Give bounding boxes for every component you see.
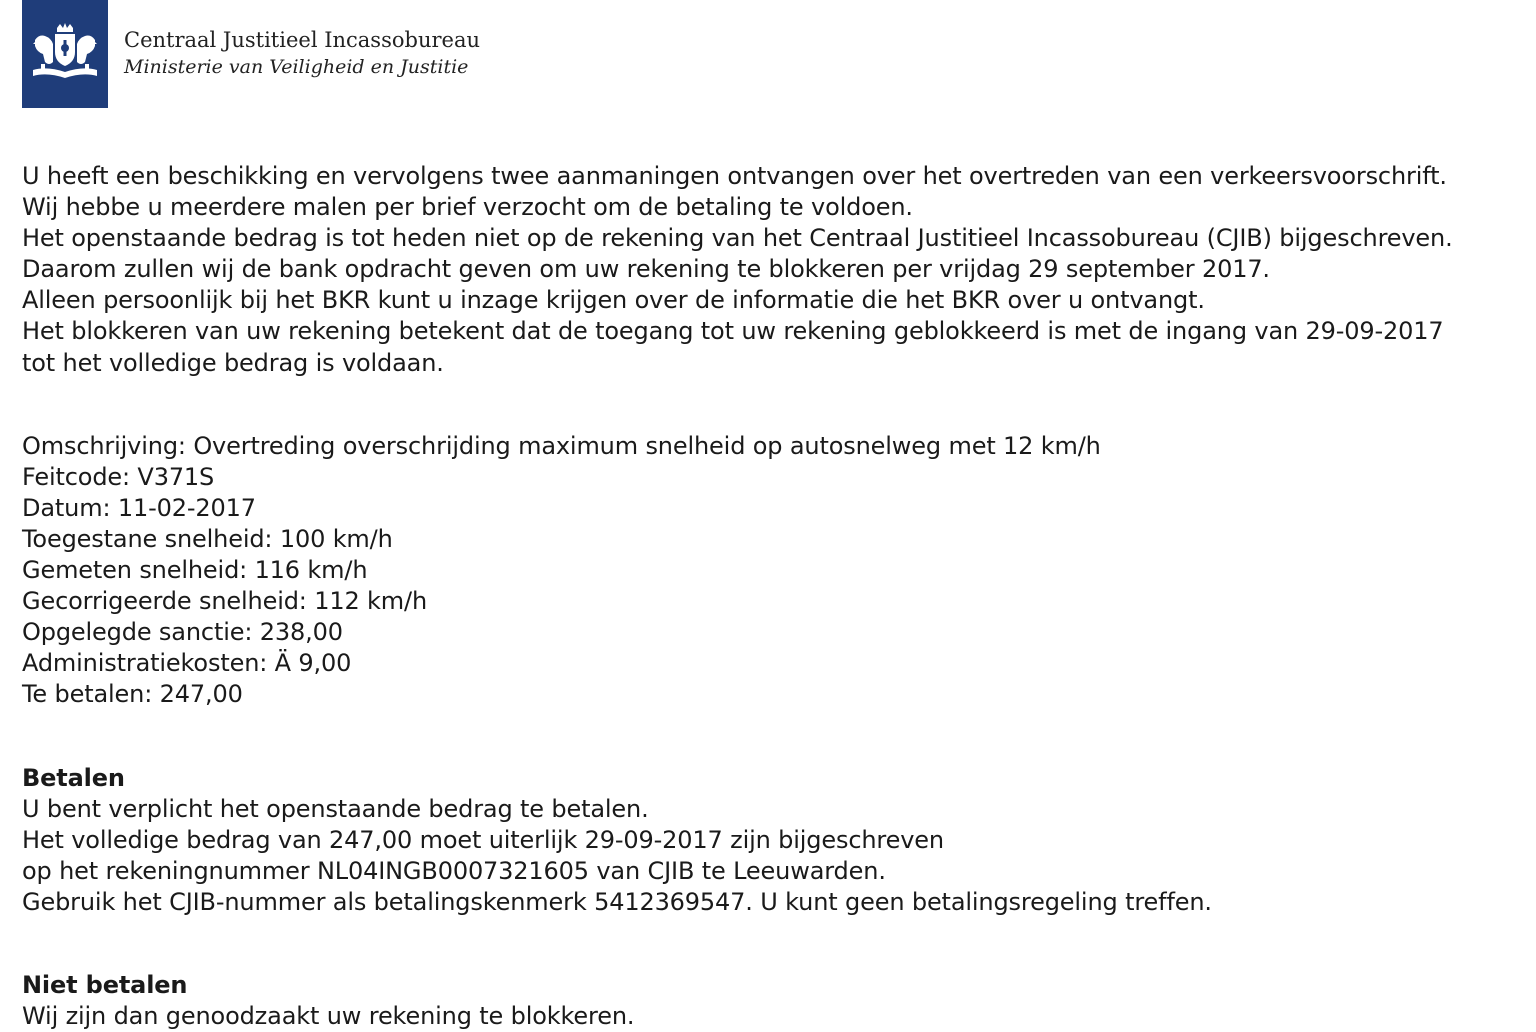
section-betalen	[22, 763, 1522, 918]
detail-feitcode: Feitcode: V371S	[22, 462, 215, 491]
organization-block	[124, 26, 480, 80]
violation-details	[22, 431, 1522, 711]
detail-admin-costs: Administratiekosten: Ä 9,00	[22, 649, 352, 678]
section-line: Het volledige bedrag van 247,00 moet uiterlijk 29-09-2017 zijn bijgeschreven	[22, 825, 944, 854]
letterhead	[22, 0, 480, 108]
detail-sanction: Opgelegde sanctie: 238,00	[22, 618, 343, 647]
logo	[22, 0, 108, 108]
ministry-name: Ministerie van Veiligheid en Justitie	[124, 56, 469, 78]
section-line: Wij zijn dan genoodzaakt uw rekening te blokkeren.	[22, 1002, 635, 1031]
section-line: U bent verplicht het openstaande bedrag te betalen.	[22, 794, 649, 823]
section-line: op het rekeningnummer NL04INGB0007321605 van CJIB te Leeuwarden.	[22, 856, 886, 885]
detail-allowed-speed: Toegestane snelheid: 100 km/h	[22, 524, 393, 553]
section-heading: Betalen	[22, 763, 125, 792]
intro-line: Daarom zullen wij de bank opdracht geven om uw rekening te blokkeren per vrijdag 29 september 2017.	[22, 255, 1270, 284]
section-heading: Niet betalen	[22, 970, 188, 999]
detail-description: Omschrijving: Overtreding overschrijding maximum snelheid op autosnelweg met 12 km/h	[22, 431, 1101, 460]
intro-line: Het openstaande bedrag is tot heden niet op de rekening van het Centraal Justitieel Incassobureau (CJIB) bijgeschreven.	[22, 224, 1453, 253]
intro-line: Wij hebbe u meerdere malen per brief verzocht om de betaling te voldoen.	[22, 193, 913, 222]
intro-line: tot het volledige bedrag is voldaan.	[22, 348, 444, 377]
intro-line: U heeft een beschikking en vervolgens twee aanmaningen ontvangen over het overtreden van een verkeersvoorschrift.	[22, 162, 1447, 190]
intro-line: Alleen persoonlijk bij het BKR kunt u inzage krijgen over de informatie die het BKR over u ontvangt.	[22, 286, 1205, 315]
spacer	[22, 711, 1522, 763]
detail-corrected-speed: Gecorrigeerde snelheid: 112 km/h	[22, 587, 428, 616]
coat-of-arms-icon	[27, 22, 103, 86]
spacer	[22, 918, 1522, 970]
spacer	[22, 379, 1522, 431]
intro-paragraph	[22, 161, 1522, 379]
section-niet-betalen	[22, 970, 1522, 1032]
organization-name: Centraal Justitieel Incassobureau	[124, 28, 480, 52]
letter-body	[22, 161, 1522, 1032]
detail-total: Te betalen: 247,00	[22, 680, 243, 709]
detail-measured-speed: Gemeten snelheid: 116 km/h	[22, 556, 368, 585]
detail-date: Datum: 11-02-2017	[22, 493, 256, 522]
section-line: Gebruik het CJIB-nummer als betalingskenmerk 5412369547. U kunt geen betalingsregeling treffen.	[22, 887, 1212, 916]
intro-line: Het blokkeren van uw rekening betekent dat de toegang tot uw rekening geblokkeerd is met de ingang van 29-09-2017	[22, 317, 1444, 346]
